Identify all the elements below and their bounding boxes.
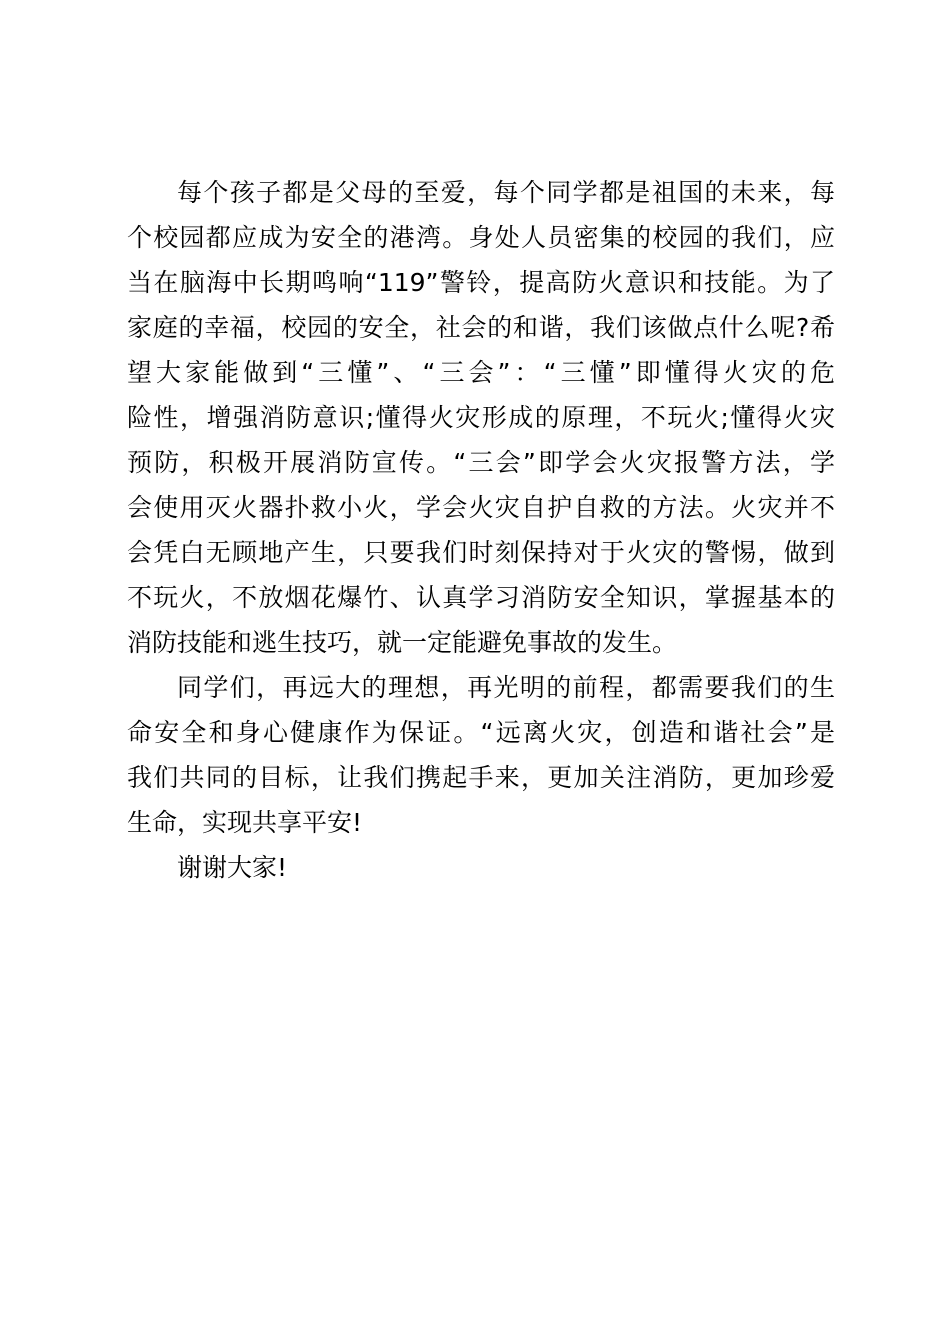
paragraph-2-line-4: 生命，实现共享平安! (127, 808, 363, 837)
paragraph-2-line-1: 同学们，再远大的理想，再光明的前程，都需要我们的生 (177, 673, 835, 702)
paragraph-2-line-2: 命安全和身心健康作为保证。“远离火灾，创造和谐社会”是 (127, 718, 835, 747)
document-body (127, 170, 835, 890)
paragraph-1-line-10: 不玩火，不放烟花爆竹、认真学习消防安全知识，掌握基本的 (127, 583, 835, 612)
paragraph-1-line-9: 会凭白无顾地产生，只要我们时刻保持对于火灾的警惕，做到 (127, 538, 835, 567)
paragraph-2-line-3: 我们共同的目标，让我们携起手来，更加关注消防，更加珍爱 (127, 763, 835, 792)
paragraph-1-line-8: 会使用灭火器扑救小火，学会火灾自护自救的方法。火灾并不 (127, 493, 835, 522)
paragraph-1-line-11: 消防技能和逃生技巧，就一定能避免事故的发生。 (127, 628, 678, 657)
paragraph-1-line-7: 预防，积极开展消防宣传。“三会”即学会火灾报警方法，学 (127, 448, 835, 477)
closing-thanks: 谢谢大家! (177, 853, 288, 882)
paragraph-1-line-3: 当在脑海中长期鸣响“119”警铃，提高防火意识和技能。为了 (127, 268, 835, 297)
paragraph-1-line-2: 个校园都应成为安全的港湾。身处人员密集的校园的我们，应 (127, 223, 835, 252)
paragraph-1-line-1: 每个孩子都是父母的至爱，每个同学都是祖国的未来，每 (177, 178, 835, 207)
paragraph-1-line-4: 家庭的幸福，校园的安全，社会的和谐，我们该做点什么呢?希 (127, 313, 835, 342)
paragraph-1-line-5: 望大家能做到“三懂”、“三会”：“三懂”即懂得火灾的危 (127, 358, 835, 387)
paragraph-1-line-6: 险性，增强消防意识;懂得火灾形成的原理，不玩火;懂得火灾 (127, 403, 835, 432)
